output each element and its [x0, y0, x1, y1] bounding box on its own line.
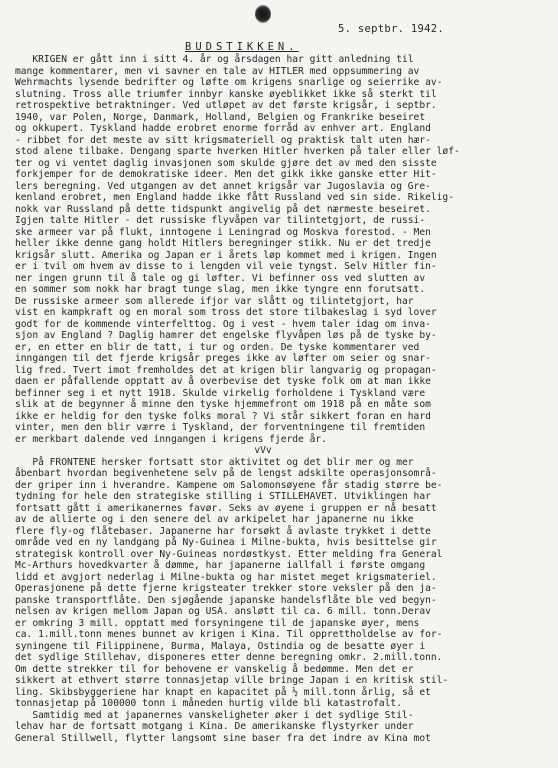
body-line: På FRONTENE hersker fortsatt stor aktivitet og det blir mer og mer: [15, 456, 414, 468]
body-line: General Stillwell, flytter langsomt sine baser fra det indre av Kina mot: [15, 732, 431, 744]
body-line: sikkert at ethvert større tonnasjetap ville bringe Japan i en kritisk stil-: [15, 675, 449, 686]
body-line: fortsatt gått i amerikanernes favør. Seks av øyene i gruppen er nå besatt: [15, 502, 437, 514]
body-line: det sydlige Stillehav, disponeres etter denne beregning omkr. 2.mill.tonn.: [15, 652, 443, 663]
body-line: en sommer som nokk har bragt tunge slag, men ikke tyngre enn forutsatt.: [15, 284, 426, 295]
body-line: ske armeer var på flukt, inntogene i Leningrad og Moskva forestod. - Men: [15, 226, 431, 238]
body-line: stod alene tilbake. Dengang sparte hverken Hitler hverken på taler eller løf-: [15, 146, 460, 157]
body-line: er omkring 3 mill. opptatt med forsyningene til de japanske øyer, mens: [15, 617, 420, 629]
body-line: ling. Skibsbyggeriene har knapt en kapacitet på ½ mill.tonn årlig, så et: [15, 686, 431, 698]
body-line: Samtidig med at japanernes vanskeligheter øker i det sydlige Stil-: [15, 709, 414, 721]
body-line: befinner seg i et nytt 1918. Skulde virkelig forholdene i Tyskland være: [15, 387, 426, 399]
body-line: og okkupert. Tyskland hadde erobret enorme forråd av enhver art. England: [15, 123, 431, 134]
body-line: tonnasjetap på 100000 tonn i måneden hurtig vilde bli katastrofalt.: [15, 698, 402, 709]
body-line: - ribbet for det meste av sitt krigsmateriell og praktisk talt uten hær-: [15, 134, 431, 146]
body-line: nelsen av krigen mellom Japan og USA. ansløtt til ca. 6 mill. tonn.Derav: [15, 606, 431, 617]
body-line: vist en kampkraft og en moral som tross det store tilbakeslag i syd lover: [15, 307, 437, 318]
body-line: slik at de begynner å minne den tyske hjemmefront om 1918 på en måte som: [15, 399, 431, 410]
body-line: flere fly-og flåtebaser. Japanerne har forsøkt å avlaste trykket i dette: [15, 525, 431, 537]
body-line: Om dette strekker til for behovene er vanskelig å bedømme. Men det er: [15, 663, 414, 675]
document-title: BUDSTIKKEN.: [185, 41, 299, 53]
body-line: retrospektive betraktninger. Ved utløpet av det første krigsår, i septbr.: [15, 100, 437, 111]
body-line: Mc-Arthurs hovedkvarter å dømme, har japanerne iallfall i første omgang: [15, 560, 426, 571]
body-line: slutning. Tross alle triumfer innbyr kanske øyeblikket ikke så sterkt til: [15, 88, 437, 100]
body-line: panske transportflåte. Den sjøgående japanske handelsflåte ble ved begyn-: [15, 594, 437, 606]
punch-hole-mark: [255, 5, 271, 23]
body-line: vinter, men den blir værre i Tyskland, der forventningene til fremtiden: [15, 422, 426, 433]
body-line: daen er påfallende opptatt av å overbevise det tyske folk om at man ikke: [15, 376, 431, 387]
body-line: ner ingen grunn til å tale og gi løfter. Vi befinner oss ved slutten av: [15, 272, 426, 284]
body-line: der griper inn i hverandre. Kampene om Salomonsøyene får stadig større be-: [15, 479, 443, 491]
body-line: tydning for hele den strategiske stilling i STILLEHAVET. Utviklingen har: [15, 491, 431, 502]
body-line: mange kommentarer, men vi savner en tale av HITLER med oppsummering av: [15, 65, 420, 77]
document-body: [15, 54, 551, 744]
body-line: 1940, var Polen, Norge, Danmark, Holland, Belgien og Frankrike beseiret: [15, 111, 426, 123]
body-line: heller ikke denne gang holdt Hitlers beregninger stikk. Nu er det tredje: [15, 238, 431, 249]
body-line: er, en etter en blir de tatt, i tur og orden. De tyske kommentarer ved: [15, 341, 420, 353]
body-line: Wehrmachts lysende bedrifter og løfte om krigens snarlige og seierrike av-: [15, 77, 443, 88]
body-line: Igjen talte Hitler - det russiske flyvåpen var tilintetgjort, de russi-: [15, 215, 426, 226]
body-line: lehav har de fortsatt motgang i Kina. De amerikanske flystyrker under: [15, 721, 414, 732]
body-line: kenland erobret, men England hadde ikke fått Russland ved sin side. Rikelig-: [15, 192, 454, 203]
body-line: ikke er heldig for den tyske folks moral ? Vi står sikkert foran en hard: [15, 410, 431, 422]
body-line: forkjemper for de demokratiske ideer. Men det gikk ikke ganske etter Hit-: [15, 169, 437, 180]
body-line: ca. 1.mill.tonn menes bunnet av krigen i Kina. Til opprettholdelse av for-: [15, 629, 443, 640]
body-line: ter og vi ventet daglig invasjonen som skulde gjøre det av med den sisste: [15, 157, 437, 169]
body-line: nokk var Russland på dette tidspunkt angivelig på det nærmeste beseiret.: [15, 203, 431, 215]
body-line: er merkbart dalende ved inngangen i krigens fjerde år.: [15, 433, 327, 445]
body-line: lers beregning. Ved utgangen av det annet krigsår var Jugoslavia og Gre-: [15, 180, 431, 192]
document-date: 5. septbr. 1942.: [338, 23, 444, 35]
body-line: lidd et avgjort nederlag i Milne-bukta og har mistet meget krigsmateriel.: [15, 571, 437, 583]
body-line: strategisk kontroll over Ny-Guineas nordøstkyst. Etter melding fra General: [15, 548, 443, 560]
body-line: Operasjonene på dette fjerne krigsteater trekker store veksler på den ja-: [15, 583, 437, 594]
body-line: sjon av England ? Daglig hamrer det engelske flyvåpen løs på de tyske by-: [15, 330, 437, 341]
body-line: område ved en ny landgang på Ny-Guinea i Milne-bukta, hvis besittelse gir: [15, 537, 437, 548]
section-separator: vVv: [254, 445, 272, 456]
body-line: godt for de kommende vinterfelttog. Og i vest - hvem taler idag om inva-: [15, 318, 431, 330]
body-line: inngangen til det fjerde krigsår preges ikke av løfter om seier og snar-: [15, 353, 431, 364]
body-line: lig fred. Tvert imot fremholdes det at krigen blir langvarig og propagan-: [15, 364, 437, 376]
body-line: er i tvil om hvem av disse to i lengden vil veie tyngst. Selv Hitler fin-: [15, 261, 437, 272]
body-line: KRIGEN er gått inn i sitt 4. år og årsdagen har gitt anledning til: [15, 54, 414, 65]
body-line: syningene til Filippinene, Burma, Malaya, Ostindia og de besatte øyer i: [15, 640, 426, 652]
body-line: De russiske armeer som allerede ifjor var slått og tilintetgjort, har: [15, 295, 414, 307]
body-line: åbenbart hvordan begivenhetene selv på de lengst adskilte operasjonsområ-: [15, 468, 437, 479]
body-line: av de allierte og i den senere del av arkipelet har japanerne nu ikke: [15, 514, 414, 525]
body-line: krigsår slutt. Amerika og Japan er i årets løp kommet med i krigen. Ingen: [15, 249, 437, 261]
